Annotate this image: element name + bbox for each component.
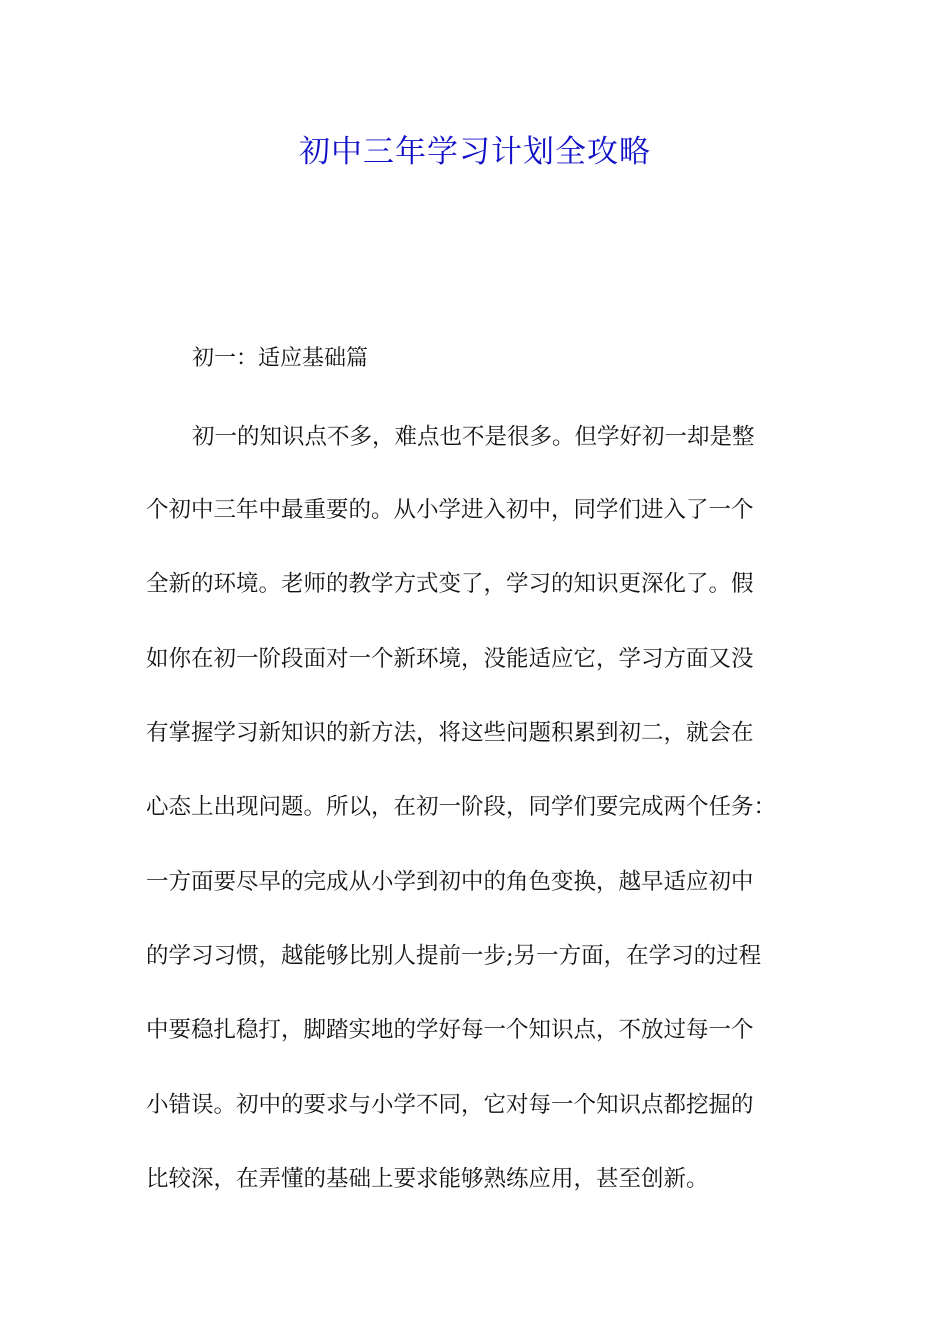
paragraph-line: 个初中三年中最重要的。从小学进入初中，同学们进入了一个: [146, 497, 754, 523]
paragraph-line: 比较深，在弄懂的基础上要求能够熟练应用，甚至创新。: [146, 1166, 709, 1192]
paragraph-line: 有掌握学习新知识的新方法，将这些问题积累到初二，就会在: [146, 720, 754, 746]
paragraph-line: 的学习习惯，越能够比别人提前一步;另一方面，在学习的过程: [146, 943, 762, 969]
paragraph-line: 初一的知识点不多，难点也不是很多。但学好初一却是整: [192, 424, 755, 450]
document-title: 初中三年学习计划全攻略: [299, 134, 651, 170]
paragraph-line: 中要稳扎稳打，脚踏实地的学好每一个知识点，不放过每一个: [146, 1017, 754, 1043]
paragraph-line: 如你在初一阶段面对一个新环境，没能适应它，学习方面又没: [146, 646, 754, 672]
section-heading: 初一：适应基础篇: [192, 346, 369, 371]
paragraph-line: 心态上出现问题。所以，在初一阶段，同学们要完成两个任务：: [146, 794, 777, 820]
paragraph-line: 一方面要尽早的完成从小学到初中的角色变换，越早适应初中: [146, 869, 754, 895]
paragraph-line: 小错误。初中的要求与小学不同，它对每一个知识点都挖掘的: [146, 1092, 754, 1118]
paragraph-line: 全新的环境。老师的教学方式变了，学习的知识更深化了。假: [146, 571, 754, 597]
